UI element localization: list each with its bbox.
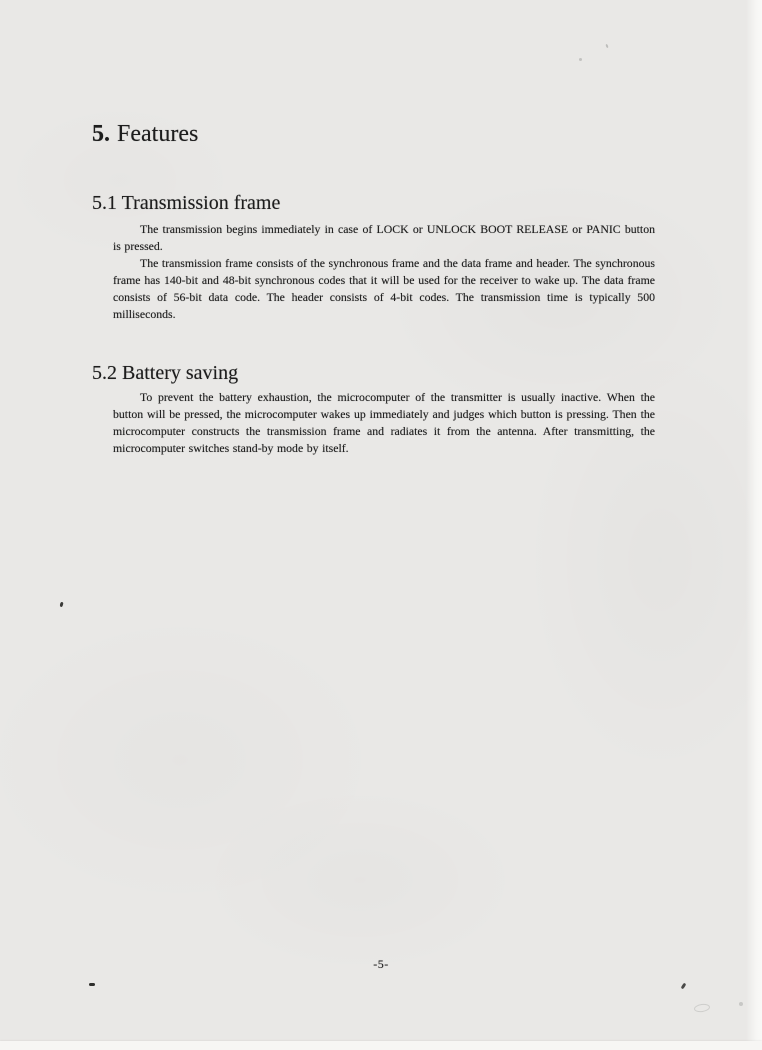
paragraph: The transmission begins immediately in case of LOCK or UNLOCK BOOT RELEASE or PANIC button is pressed. bbox=[113, 222, 655, 253]
scan-speck bbox=[89, 983, 95, 986]
scan-speck bbox=[739, 1002, 743, 1006]
scan-speck bbox=[681, 983, 687, 990]
paragraph: The transmission frame consists of the synchronous frame and the data frame and header. The synchronous frame has 140-bit and 48-bit synchronous codes that it will be used for the receiver to wake up. The data frame consists of 56-bit data code. The header consists of 4-bit codes. The transmission time is typically 500 milliseconds. bbox=[113, 256, 655, 321]
page-title bbox=[92, 121, 198, 147]
section-body-battery-saving bbox=[113, 389, 655, 457]
paper-right-edge bbox=[746, 0, 762, 1050]
paragraph: To prevent the battery exhaustion, the microcomputer of the transmitter is usually inactive. When the button will be pressed, the microcomputer wakes up immediately and judges which button is pressing. Then the microcomputer constructs the transmission frame and radiates it from the antenna. After transmitting, the microcomputer switches stand-by mode by itself. bbox=[113, 390, 655, 455]
scan-speck bbox=[59, 602, 63, 608]
paper-bottom-edge bbox=[0, 1041, 762, 1050]
section-heading-transmission-frame: 5.1 Transmission frame bbox=[92, 192, 281, 214]
page-title-number: 5. bbox=[92, 121, 110, 147]
scan-speck bbox=[579, 58, 582, 61]
scan-speck bbox=[694, 1003, 711, 1013]
section-body-transmission-frame bbox=[113, 221, 655, 323]
page-title-text: Features bbox=[117, 121, 199, 147]
scan-speck bbox=[605, 44, 608, 48]
page-number: -5- bbox=[373, 957, 389, 971]
section-heading-battery-saving: 5.2 Battery saving bbox=[92, 362, 239, 384]
